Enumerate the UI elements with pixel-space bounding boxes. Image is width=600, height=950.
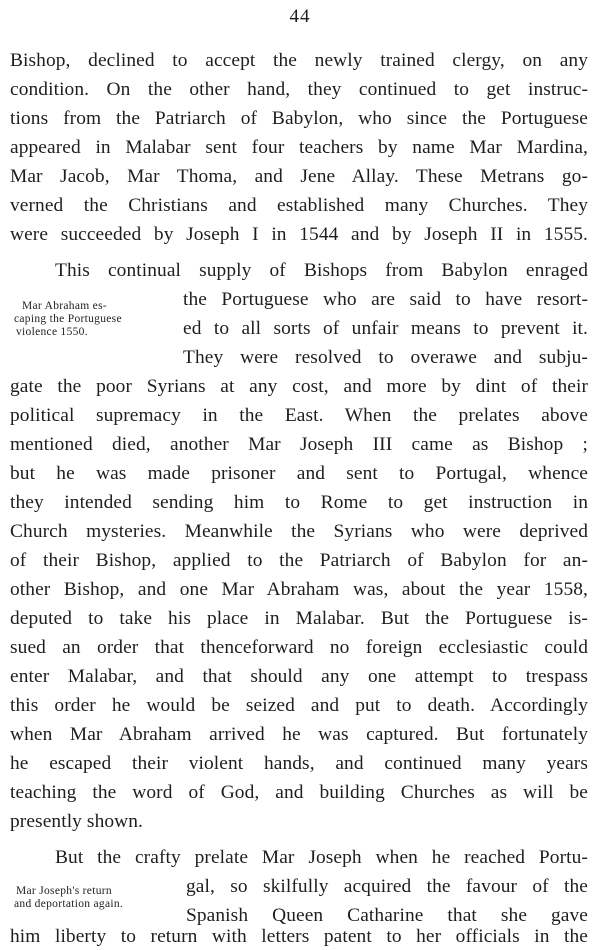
text-line: of their Bishop, applied to the Patriarch of Babylon for an- xyxy=(10,550,588,571)
margin-note-mar-joseph xyxy=(14,885,123,911)
text-line: the Portuguese who are said to have resort- xyxy=(183,289,588,310)
text-line: were succeeded by Joseph I in 1544 and by Joseph II in 1555. xyxy=(10,224,588,245)
text-line: when Mar Abraham arrived he was captured. But fortunately xyxy=(10,724,588,745)
text-line: appeared in Malabar sent four teachers by name Mar Mardina, xyxy=(10,137,588,158)
text-line: This continual supply of Bishops from Babylon enraged xyxy=(55,260,588,281)
text-line: They were resolved to overawe and subju- xyxy=(183,347,588,368)
text-line: gal, so skilfully acquired the favour of the xyxy=(186,876,588,897)
text-line: tions from the Patriarch of Babylon, who since the Portuguese xyxy=(10,108,588,129)
text-line: enter Malabar, and that should any one attempt to trespass xyxy=(10,666,588,687)
text-line: Mar Jacob, Mar Thoma, and Jene Allay. These Metrans go- xyxy=(10,166,588,187)
text-line: mentioned died, another Mar Joseph III came as Bishop ; xyxy=(10,434,588,455)
text-line: Church mysteries. Meanwhile the Syrians who were deprived xyxy=(10,521,588,542)
text-line: condition. On the other hand, they continued to get instruc- xyxy=(10,79,588,100)
page-number: 44 xyxy=(289,6,311,27)
margin-note-line: Mar Abraham es- xyxy=(22,300,107,312)
text-line: they intended sending him to Rome to get instruction in xyxy=(10,492,588,513)
margin-note-line: Mar Joseph's return xyxy=(16,885,112,897)
text-line: ed to all sorts of unfair means to prevent it. xyxy=(183,318,588,339)
text-line: Bishop, declined to accept the newly trained clergy, on any xyxy=(10,50,588,71)
text-line: But the crafty prelate Mar Joseph when he reached Portu- xyxy=(55,847,588,868)
margin-note-line: and deportation again. xyxy=(14,898,124,910)
text-line: teaching the word of God, and building Churches as will be xyxy=(10,782,588,803)
text-line: gate the poor Syrians at any cost, and more by dint of their xyxy=(10,376,588,397)
text-line: presently shown. xyxy=(10,811,144,832)
text-line: he escaped their violent hands, and continued many years xyxy=(10,753,588,774)
margin-note-line: caping the Portuguese xyxy=(14,313,122,325)
margin-note-mar-abraham xyxy=(14,300,122,339)
text-line: verned the Christians and established many Churches. They xyxy=(10,195,588,216)
text-line: political supremacy in the East. When the prelates above xyxy=(10,405,588,426)
text-line: Spanish Queen Catharine that she gave xyxy=(186,905,588,926)
text-line: him liberty to return with letters patent to her officials in the xyxy=(10,926,588,947)
margin-note-line: violence 1550. xyxy=(16,326,88,338)
text-line: deputed to take his place in Malabar. But the Portuguese is- xyxy=(10,608,588,629)
text-line: other Bishop, and one Mar Abraham was, about the year 1558, xyxy=(10,579,588,600)
text-line: but he was made prisoner and sent to Portugal, whence xyxy=(10,463,588,484)
text-line: sued an order that thenceforward no foreign ecclesiastic could xyxy=(10,637,588,658)
text-line: this order he would be seized and put to death. Accordingly xyxy=(10,695,588,716)
